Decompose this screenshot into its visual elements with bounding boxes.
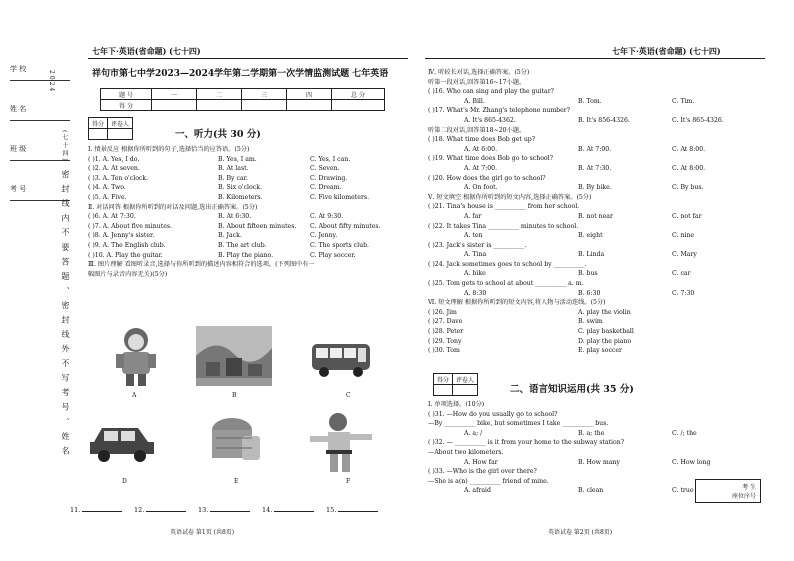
answer-option: A. a; / <box>464 429 483 437</box>
question-stem: ( )32. — __________ is it from your home to the subway station? <box>428 439 625 447</box>
answer-blank[interactable]: 12. <box>134 506 186 514</box>
question-stem: ( )2. A. At seven. <box>88 165 140 173</box>
question-line <box>88 222 410 232</box>
answer-option: B. Yes, I am. <box>218 155 257 163</box>
answer-line <box>210 511 250 512</box>
answer-option: C. 7:30 <box>672 289 695 297</box>
page-header-right: 七年下·英语(省命题) (七十四) <box>612 46 721 56</box>
picture-f-kungfu <box>308 408 378 474</box>
answer-blank[interactable]: 15. <box>326 506 378 514</box>
part2-heading: 二、语言知识运用(共 35 分) <box>510 384 634 395</box>
questions-6-10 <box>88 212 410 260</box>
question-line <box>428 279 768 289</box>
grader-box-1: 得分 评卷人 <box>88 117 133 140</box>
match-activity: E. play soccer <box>578 347 622 355</box>
answer-option: B. At 7:30. <box>578 164 612 172</box>
answer-option: B. By car. <box>218 174 248 182</box>
match-activity: A. play the violin <box>578 308 631 316</box>
score-cell-total[interactable] <box>332 100 385 111</box>
answer-option: B. About fifteen minutes. <box>218 222 297 230</box>
question-stem: —By __________ bike, but sometimes I take __________ bus. <box>428 420 609 428</box>
question-line <box>428 174 768 184</box>
question-line <box>88 212 410 222</box>
question-stem: ( )22. It takes Tina __________ minutes to school. <box>428 222 579 230</box>
question-stem: —About two kilometers. <box>428 448 504 456</box>
score-cell-2[interactable] <box>197 100 242 111</box>
answer-option: A. At 6:00. <box>464 145 498 153</box>
part1-heading: 一、听力(共 30 分) <box>175 129 261 140</box>
score-table: 题 号 一 二 三 四 总 分 得 分 <box>100 88 385 111</box>
question-line <box>428 250 768 260</box>
answer-option: C. true <box>672 487 694 495</box>
picture-a-girl <box>108 324 164 388</box>
question-line <box>428 410 768 420</box>
answer-option: C. It's 865-4326. <box>672 116 724 124</box>
question-line <box>428 419 768 429</box>
question-line <box>88 241 410 251</box>
question-stem: ( )24. Jack sometimes goes to school by __________. <box>428 260 587 268</box>
grader-box-2: 得分 评卷人 <box>433 373 478 396</box>
code-mark: (七十四) <box>61 130 68 163</box>
answer-option: A. afraid <box>464 487 491 495</box>
answer-option: B. 6:30 <box>578 289 601 297</box>
header-rule-left <box>88 58 408 59</box>
match-activity: B. swim <box>578 318 603 326</box>
answer-option: A. Tina <box>464 251 487 259</box>
answer-option: C. Mary <box>672 251 697 259</box>
question-stem: ( )21. Tina's house is __________ from her school. <box>428 203 580 211</box>
picture-b-town <box>196 326 272 386</box>
question-stem: ( )23. Jack's sister is __________. <box>428 241 527 249</box>
question-line <box>428 458 768 468</box>
answer-option: B. clean <box>578 487 604 495</box>
answer-line <box>82 511 122 512</box>
question-line <box>88 174 410 184</box>
grader-score-1[interactable] <box>89 129 108 140</box>
grader-name-1[interactable] <box>108 129 133 140</box>
answer-option: C. Jenny. <box>310 232 338 240</box>
answer-option: A. It's 865-4362. <box>464 116 516 124</box>
question-line <box>88 155 410 165</box>
question-line <box>428 135 768 145</box>
match-activity: C. play basketball <box>578 328 634 336</box>
seat-number-box[interactable]: 考 生 座位序号 <box>695 479 761 503</box>
answer-option: B. At 6:30. <box>218 213 252 221</box>
question-stem: ( )1. A. Yes, I do. <box>88 155 140 163</box>
question-line <box>428 97 768 107</box>
question-line <box>88 251 410 261</box>
question-line <box>428 467 768 477</box>
match-person: ( )30. Tom <box>428 347 460 355</box>
answer-option: C. Play soccer. <box>310 251 356 259</box>
answer-option: A. 8:30 <box>464 289 487 297</box>
question-stem: ( )5. A. Five. <box>88 193 127 201</box>
question-line <box>428 202 768 212</box>
answer-option: C. Dream. <box>310 184 342 192</box>
score-cell-3[interactable] <box>242 100 287 111</box>
answer-option: B. eight <box>578 232 603 240</box>
answer-option: C. By bus. <box>672 184 704 192</box>
question-line <box>428 269 768 279</box>
answer-option: B. The art club. <box>218 241 267 249</box>
questions-21-25 <box>428 202 768 298</box>
question-stem: ( )33. —Who is the girl over there? <box>428 468 537 476</box>
answer-option: A. At 7:00. <box>464 164 498 172</box>
question-line <box>88 164 410 174</box>
picture-c-bus <box>310 340 372 380</box>
answer-option: C. The sports club. <box>310 241 369 249</box>
answer-blank[interactable]: 11. <box>70 506 122 514</box>
question-line <box>88 193 410 203</box>
answer-option: A. On foot. <box>464 184 498 192</box>
question-line <box>428 222 768 232</box>
answer-blank[interactable]: 14. <box>262 506 314 514</box>
answer-blank[interactable]: 13. <box>198 506 250 514</box>
answer-option: C. Yes, I can. <box>310 155 351 163</box>
questions-16-17 <box>428 87 768 125</box>
answer-option: C. At 8:00. <box>672 145 706 153</box>
year-mark: 2024 <box>48 70 55 94</box>
match-activity: D. play the piano <box>578 337 632 345</box>
match-person: ( )29. Tony <box>428 337 462 345</box>
question-line <box>428 241 768 251</box>
answer-option: C. At 8:00. <box>672 164 706 172</box>
answer-option: B. Jack. <box>218 232 242 240</box>
score-cell-4[interactable] <box>287 100 332 111</box>
answer-option: C. nine <box>672 232 695 240</box>
answer-option: B. a; the <box>578 429 605 437</box>
question-line <box>428 116 768 126</box>
answer-option: A. ten <box>464 232 483 240</box>
exam-title: 祥句市第七中学2023—2024学年第二学期第一次学情监测试题 七年英语 <box>92 69 389 79</box>
answer-option: B. Kilometers. <box>218 193 263 201</box>
answer-option: C. How long <box>672 458 711 466</box>
question-line <box>428 154 768 164</box>
match-person: ( )26. Jim <box>428 308 457 316</box>
question-line <box>428 438 768 448</box>
binding-strip <box>6 60 72 550</box>
answer-option: B. Six o'clock. <box>218 184 262 192</box>
answer-option: A. far <box>464 212 482 220</box>
questions-26-30 <box>428 308 768 356</box>
answer-option: C. About fifty minutes. <box>310 222 381 230</box>
question-line <box>88 231 410 241</box>
question-stem: ( )10. A. Play the guitar. <box>88 251 163 259</box>
question-stem: —She is a(n) __________ friend of mine. <box>428 477 549 485</box>
answer-option: C. Seven. <box>310 165 340 173</box>
question-line <box>428 106 768 116</box>
answer-line <box>146 511 186 512</box>
question-line <box>428 145 768 155</box>
answer-option: A. How far <box>464 458 498 466</box>
answer-option: C. car <box>672 270 691 278</box>
questions-1-5 <box>88 155 410 203</box>
answer-option: C. At 9:30. <box>310 213 344 221</box>
question-stem: ( )17. What's Mr. Zhang's telephone number? <box>428 107 571 115</box>
question-line <box>428 87 768 97</box>
answer-line <box>274 511 314 512</box>
footer-page-2: 英语试卷 第2页 (共8页) <box>548 529 613 536</box>
picture-grid: A B C D E F <box>88 320 410 500</box>
question-line <box>88 183 410 193</box>
answer-option: B. At last. <box>218 165 249 173</box>
picture-d-car <box>88 420 158 464</box>
answer-line <box>338 511 378 512</box>
question-line <box>428 231 768 241</box>
question-stem: ( )18. What time does Bob get up? <box>428 136 536 144</box>
question-stem: ( )25. Tom gets to school at about __________ a. m. <box>428 280 584 288</box>
question-line <box>428 448 768 458</box>
footer-page-1: 英语试卷 第1页 (共8页) <box>170 529 235 536</box>
page-header-left: 七年下·英语(省命题) (七十四) <box>92 46 201 56</box>
questions-18-20 <box>428 135 768 193</box>
answer-option: B. Play the piano. <box>218 251 274 259</box>
question-stem: ( )20. How does the girl go to school? <box>428 174 546 182</box>
question-stem: ( )7. A. About five minutes. <box>88 222 173 230</box>
question-line <box>428 429 768 439</box>
answer-option: C. not far <box>672 212 702 220</box>
answer-option: B. At 7:00. <box>578 145 612 153</box>
answer-option: B. bus <box>578 270 598 278</box>
question-line <box>428 164 768 174</box>
match-person: ( )28. Peter <box>428 328 464 336</box>
field-name: 姓 名 <box>10 104 70 121</box>
answer-option: B. not near <box>578 212 613 220</box>
question-line <box>428 289 768 299</box>
score-cell-1[interactable] <box>152 100 197 111</box>
question-stem: ( )31. —How do you usually go to school? <box>428 410 558 418</box>
answer-option: B. How many <box>578 458 620 466</box>
grader-score-2[interactable] <box>434 385 453 396</box>
seal-line-text: 密 封 线 内 不 要 答 题 、 密 封 线 外 不 写 考 号 、 姓 名 <box>61 170 70 457</box>
question-stem: ( )16. Who can sing and play the guitar? <box>428 88 554 96</box>
answer-option: B. It's 856-4326. <box>578 116 630 124</box>
question-stem: ( )8. A. Jenny's sister. <box>88 232 155 240</box>
language-section: Ⅰ. 单项选择。(10分) ( )31. —How do you usually go to school? —By __________ bike, but sometimes I take __________ bus. A. a; / B. a; the C. /; the ( )32. — __________ is it from your home to the subway station? —About two kilometers. A. How far B. How many C. How long ( )33. —Who is the girl over there? —She is a(n) __________ friend of mine. A. afraid B. clean C. true <box>428 400 768 496</box>
answer-option: C. Tim. <box>672 97 695 105</box>
picture-e-bread <box>206 416 264 466</box>
question-line <box>428 212 768 222</box>
answer-option: B. By bike. <box>578 184 612 192</box>
listening-section: Ⅰ. 情景反应 根据你所听到的句子,选择恰当的应答语。(5分) ( )1. A. Yes, I do. B. Yes, I am. C. Yes, I can. ( )2. A. At seven. B. At last. C. Seven. ( )3. A. Ten o'clock. B. By car. C. Drawing. ( )4. A. Two. B. Six o'clock. C. Dream. ( )5. A. Five. B. Kilometers. C. Five kilometers. Ⅱ. 对话问答 根据你所听到的对话及问题,选出正确答案。(5分) ( )6. A. At 7:30. B. At 6:30. C. At 9:30. ( )7. A. About five minutes. B. About fifteen minutes. C. About fifty minutes. ( )8. A. Jenny's sister. B. Jack. C. Jenny. ( )9. A. The English club. B. The art club. C. The sports club. ( )10. A. Play the guitar. B. Play the piano. C. Play soccer. Ⅲ. 图片理解 看图听录音,选择与你所听到的描述内容相符合的选项。(下列图中有一 幅图片与录音内容无关)(5分) <box>88 145 410 279</box>
answer-option: C. Drawing. <box>310 174 348 182</box>
field-exam-number: 考 号 <box>10 184 70 201</box>
header-rule-right <box>425 58 765 59</box>
right-column: Ⅳ. 听较长对话,选择正确答案。(5分) 听第一段对话,回答第16~17小题。 ( )16. Who can sing and play the guitar? A. Bill. B. Tom. C. Tim. ( )17. What's Mr. Zhang's telephone number? A. It's 865-4362. B. It's 856-4326. C. It's 865-4326. 听第二段对话,回答第18~20小题。 ( )18. What time does Bob get up? A. At 6:00. B. At 7:00. C. At 8:00. ( )19. What time does Bob go to school? A. At 7:00. B. At 7:30. C. At 8:00. ( )20. How does the girl go to school? A. On foot. B. By bike. C. By bus. Ⅴ. 短文填空 根据你所听到的短文内容,选择正确答案。(5分) ( )21. Tina's house is __________ from her school. A. far B. not near C. not far ( )22. It takes Tina __________ minutes to school. A. ten B. eight C. nine ( )23. Jack's sister is __________. A. Tina B. Linda C. Mary ( )24. Jack sometimes goes to school by __________. A. bike B. bus C. car ( )25. Tom gets to school at about __________ a. m. A. 8:30 B. 6:30 C. 7:30 Ⅵ. 短文理解 根据你所听到的短文内容,将人物与活动连线。(5分) ( )26. Jim ( )27. Dave ( )28. Peter ( )29. Tony ( )30. Tom A. play the violin B. swim C. play basketball D. play the piano E. play soccer <box>428 68 768 356</box>
question-line <box>428 183 768 193</box>
question-stem: ( )9. A. The English club. <box>88 241 166 249</box>
field-school: 学 校 <box>10 64 70 81</box>
question-stem: ( )3. A. Ten o'clock. <box>88 174 149 182</box>
answer-option: C. /; the <box>672 429 697 437</box>
grader-name-2[interactable] <box>453 385 478 396</box>
question-stem: ( )4. A. Two. <box>88 184 126 192</box>
answer-option: A. bike <box>464 270 486 278</box>
match-person: ( )27. Dave <box>428 318 463 326</box>
question-stem: ( )19. What time does Bob go to school? <box>428 155 553 163</box>
answer-option: B. Linda <box>578 251 605 259</box>
answer-option: A. Bill. <box>464 97 485 105</box>
answer-option: C. Five kilometers. <box>310 193 370 201</box>
question-stem: ( )6. A. At 7:30. <box>88 213 136 221</box>
field-class: 班 级 <box>10 144 70 161</box>
answer-option: B. Tom. <box>578 97 602 105</box>
question-line <box>428 260 768 270</box>
